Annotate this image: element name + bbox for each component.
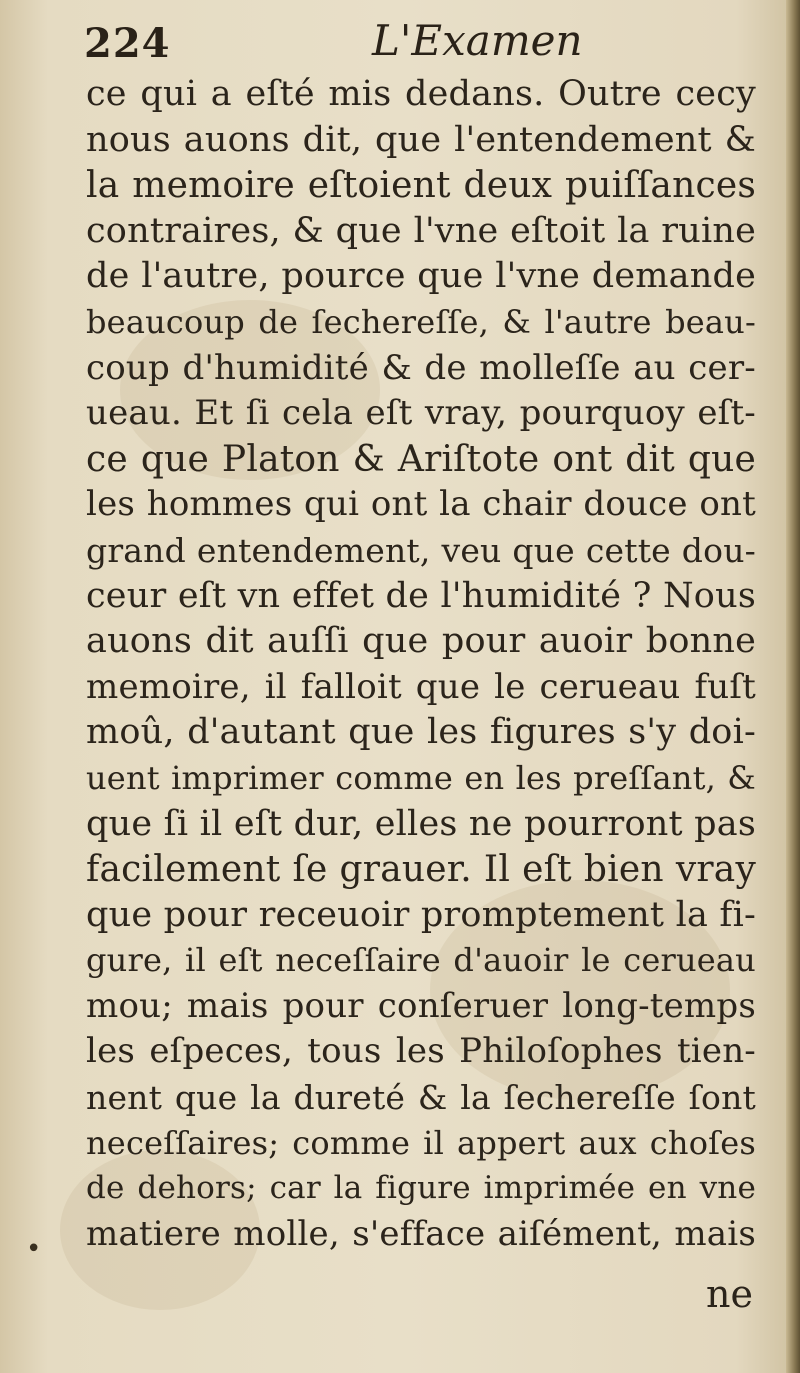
- text-line: ce qui a eſté mis dedans. Outre cecy: [86, 74, 756, 114]
- body-text: [86, 72, 756, 1257]
- margin-mark: •: [26, 1234, 42, 1264]
- page-edge-shadow: [786, 0, 800, 1373]
- text-line: que pour receuoir promptement la fi-: [86, 894, 756, 935]
- text-line: matiere molle, s'efface aiſément, mais: [86, 1213, 756, 1254]
- running-title: L'Examen: [372, 16, 583, 65]
- text-line: la memoire eſtoient deux puiſſances: [86, 165, 756, 207]
- text-line: les eſpeces, tous les Philoſophes tien-: [86, 1031, 756, 1072]
- text-line: facilement ſe grauer. Il eſt bien vray: [86, 849, 756, 891]
- text-line: gure, il eſt neceſſaire d'auoir le cerueau: [86, 941, 756, 980]
- text-line: mou; mais pour conſeruer long-temps: [86, 985, 756, 1026]
- text-line: nent que la dureté & la ſechereſſe ſont: [86, 1078, 756, 1118]
- text-line: de l'autre, pource que l'vne demande: [86, 256, 756, 297]
- text-line: que ſi il eſt dur, elles ne pourront pas: [86, 803, 756, 844]
- text-line: memoire, il falloit que le cerueau fuſt: [86, 666, 756, 707]
- catchword: ne: [706, 1272, 753, 1316]
- text-line: moû, d'autant que les figures s'y doi-: [86, 712, 756, 753]
- text-line: grand entendement, veu que cette dou-: [86, 530, 756, 570]
- text-line: ueau. Et ſi cela eſt vray, pourquoy eſt-: [86, 393, 756, 434]
- text-line: coup d'humidité & de molleſſe au cer-: [86, 347, 756, 388]
- text-line: les hommes qui ont la chair douce ont: [86, 484, 756, 525]
- text-line: neceſſaires; comme il appert aux choſes: [86, 1123, 756, 1162]
- text-line: ce que Platon & Ariſtote ont dit que: [86, 438, 756, 480]
- page-header: [0, 14, 800, 74]
- text-line: contraires, & que l'vne eſtoit la ruine: [86, 210, 756, 251]
- text-line: auons dit auſſi que pour auoir bonne: [86, 621, 756, 662]
- text-line: beaucoup de ſechereſſe, & l'autre beau-: [86, 302, 756, 341]
- text-line: uent imprimer comme en les preſſant, &: [86, 758, 756, 797]
- page-number: 224: [84, 20, 171, 67]
- text-line: nous auons dit, que l'entendement &: [86, 119, 756, 160]
- text-line: de dehors; car la figure imprimée en vne: [86, 1170, 756, 1207]
- text-line: ceur eſt vn effet de l'humidité ? Nous: [86, 575, 756, 616]
